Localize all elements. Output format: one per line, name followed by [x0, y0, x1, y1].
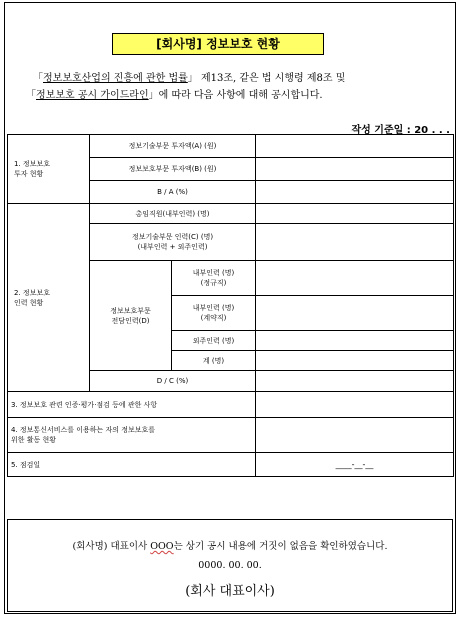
ratio-ba-value[interactable] — [256, 181, 454, 204]
confirm-prefix: (회사명) 대표이사 — [72, 541, 151, 552]
security-investment-value[interactable] — [256, 158, 454, 181]
confirmation-statement — [8, 538, 452, 552]
intro-rest-1: 」 제13조, 같은 법 시행령 제8조 및 — [187, 73, 346, 84]
internal-contract-label: 내부인력 (명) (계약직) — [172, 296, 256, 331]
law-name: 정보보호산업의 진흥에 관한 법률 — [43, 73, 188, 84]
confirm-suffix: 는 상기 공시 내용에 거짓이 없음을 확인하였습니다. — [173, 541, 388, 552]
bracket-open: 「 — [33, 73, 43, 84]
intro-rest-2: 」에 따라 다음 사항에 대해 공시합니다. — [148, 90, 323, 101]
section-3-label: 3. 정보보호 관련 인증·평가·점검 등에 관한 사항 — [8, 392, 256, 418]
total-employees-label: 총임직원(내부인력) (명) — [90, 204, 256, 224]
security-staff-label: 정보보호부문 전담인력(D) — [90, 261, 172, 371]
ratio-dc-label: D / C (%) — [90, 371, 256, 392]
ratio-dc-value[interactable] — [256, 371, 454, 392]
it-investment-value[interactable] — [256, 135, 454, 158]
inspection-date-value[interactable]: ____-__-__ — [256, 453, 454, 477]
outsourced-value[interactable] — [256, 331, 454, 351]
ratio-ba-label: B / A (%) — [90, 181, 256, 204]
section-4-value[interactable] — [256, 418, 454, 453]
disclosure-table — [7, 134, 454, 477]
guide-name: 정보보호 공시 가이드라인 — [36, 90, 149, 101]
it-staff-value[interactable] — [256, 224, 454, 261]
section-1-label: 1. 정보보호 투자 현황 — [8, 135, 90, 204]
it-staff-label: 정보기술부문 인력(C) (명) (내부인력 + 외주인력) — [90, 224, 256, 261]
subtotal-value[interactable] — [256, 351, 454, 371]
confirmation-box — [7, 519, 453, 612]
signature-date: 0000. 00. 00. — [198, 560, 262, 571]
section-2-label: 2. 정보보호 인력 현황 — [8, 204, 90, 392]
outsourced-label: 외주인력 (명) — [172, 331, 256, 351]
internal-regular-value[interactable] — [256, 261, 454, 296]
total-employees-value[interactable] — [256, 204, 454, 224]
it-investment-label: 정보기술부문 투자액(A) (원) — [90, 135, 256, 158]
security-investment-label: 정보보호부문 투자액(B) (원) — [90, 158, 256, 181]
intro-line-1 — [33, 72, 453, 86]
reference-date: 작성 기준일 : 20 . . . — [351, 125, 450, 136]
company-ceo-signature: (회사 대표이사) — [185, 584, 275, 599]
section-4-label: 4. 정보통신서비스를 이용하는 자의 정보보호를 위한 활동 현황 — [8, 418, 256, 453]
bracket-open: 「 — [26, 90, 36, 101]
subtotal-label: 계 (명) — [172, 351, 256, 371]
intro-line-2 — [26, 89, 446, 103]
section-5-label: 5. 점검일 — [8, 453, 256, 477]
ceo-name-placeholder: OOO — [150, 541, 174, 552]
internal-contract-value[interactable] — [256, 296, 454, 331]
document-title: [회사명] 정보보호 현황 — [112, 33, 324, 55]
section-3-value[interactable] — [256, 392, 454, 418]
internal-regular-label: 내부인력 (명) (정규직) — [172, 261, 256, 296]
